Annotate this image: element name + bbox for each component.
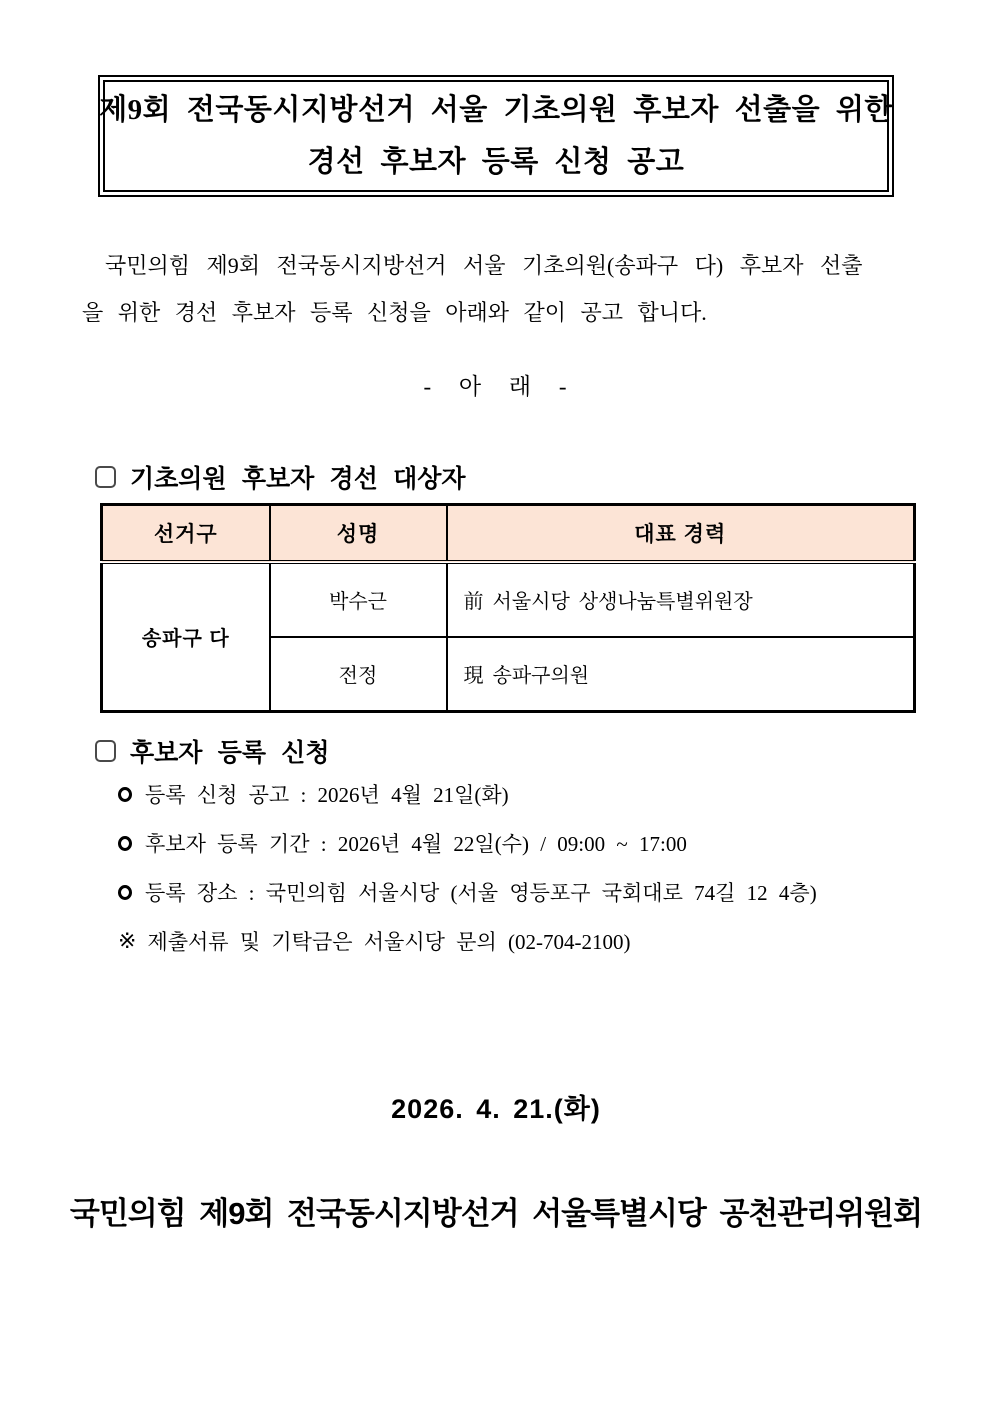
title-box-inner — [99, 80, 893, 192]
list-item — [118, 828, 918, 858]
circle-bullet-icon — [118, 885, 132, 900]
document-date: 2026. 4. 21.(화) — [391, 1094, 601, 1124]
registration-item-period: 후보자 등록 기간 : 2026년 4월 22일(수) / 09:00 ~ 17:00 — [145, 832, 687, 856]
section-heading-registration — [95, 733, 330, 769]
below-marker: - 아 래 - — [423, 374, 569, 399]
document-title-line1: 제9회 전국동시지방선거 서울 기초의원 후보자 선출을 위한 — [99, 94, 893, 126]
column-header-district: 선거구 — [102, 505, 270, 562]
district-cell: 송파구 다 — [102, 562, 270, 712]
section-heading-candidates-label: 기초의원 후보자 경선 대상자 — [130, 466, 466, 493]
candidate-name-cell: 박수근 — [270, 562, 447, 637]
document-title-line2: 경선 후보자 등록 신청 공고 — [307, 146, 685, 178]
title-box — [98, 75, 894, 197]
committee-signature: 국민의힘 제9회 전국동시지방선거 서울특별시당 공천관리위원회 — [69, 1196, 923, 1231]
intro-line1: 국민의힘 제9회 전국동시지방선거 서울 기초의원(송파구 다) 후보자 선출 — [105, 253, 863, 278]
candidate-career-cell: 前 서울시당 상생나눔특별위원장 — [447, 562, 915, 637]
circle-bullet-icon — [118, 836, 132, 851]
intro-paragraph — [82, 242, 912, 336]
list-item — [118, 779, 918, 809]
registration-list — [118, 779, 918, 975]
column-header-name: 성명 — [270, 505, 447, 562]
candidate-career-cell: 現 송파구의원 — [447, 637, 915, 712]
candidate-table — [100, 503, 916, 713]
section-heading-registration-label: 후보자 등록 신청 — [130, 740, 330, 767]
list-item — [118, 877, 918, 907]
table-header-row — [102, 505, 915, 562]
checkbox-icon — [95, 740, 116, 762]
reference-mark-icon: ※ — [118, 928, 137, 953]
section-heading-candidates — [95, 459, 466, 495]
checkbox-icon — [95, 466, 116, 488]
intro-line2: 을 위한 경선 후보자 등록 신청을 아래와 같이 공고 합니다. — [82, 300, 707, 325]
candidate-name-cell: 전정 — [270, 637, 447, 712]
column-header-career: 대표 경력 — [447, 505, 915, 562]
registration-item-announcement: 등록 신청 공고 : 2026년 4월 21일(화) — [145, 783, 509, 807]
registration-item-location: 등록 장소 : 국민의힘 서울시당 (서울 영등포구 국회대로 74길 12 4층) — [145, 881, 817, 905]
list-item-note — [118, 926, 918, 956]
circle-bullet-icon — [118, 787, 132, 802]
table-row — [102, 562, 915, 637]
registration-note: 제출서류 및 기탁금은 서울시당 문의 (02-704-2100) — [147, 930, 631, 954]
